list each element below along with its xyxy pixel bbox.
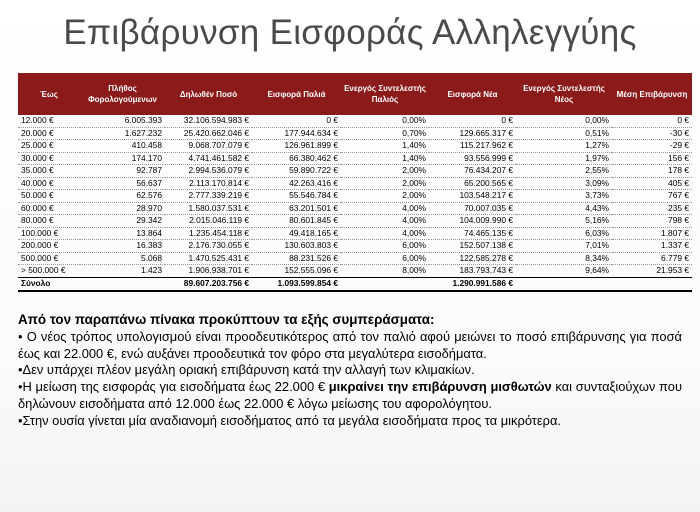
cell-old-effective-rate: 2,00% — [341, 165, 429, 178]
cell-declared-amount: 2.113.170.814 € — [165, 177, 252, 190]
cell-average-burden: 798 € — [612, 215, 692, 228]
cell-average-burden: 767 € — [612, 190, 692, 203]
contribution-table — [18, 73, 692, 292]
cell-old-effective-rate: 4,00% — [341, 215, 429, 228]
cell-new-effective-rate: 7,01% — [516, 240, 612, 253]
cell-declared-amount: 1.235.454.118 € — [165, 227, 252, 240]
cell-taxpayers: 1.423 — [80, 265, 165, 278]
total-cell-new-contribution: 1.290.991.586 € — [429, 277, 516, 291]
cell-new-contribution: 129.665.317 € — [429, 127, 516, 140]
cell-declared-amount: 2.015.046.119 € — [165, 215, 252, 228]
table-total-row — [18, 277, 692, 291]
cell-declared-amount: 4.741.461.582 € — [165, 152, 252, 165]
table-row — [18, 152, 692, 165]
cell-up-to: 25.000 € — [18, 140, 80, 153]
header-old-contribution: Εισφορά Παλιά — [252, 73, 341, 115]
table-row — [18, 165, 692, 178]
table-body — [18, 115, 692, 291]
cell-new-contribution: 76.434.207 € — [429, 165, 516, 178]
cell-up-to: > 500.000 € — [18, 265, 80, 278]
cell-old-effective-rate: 6,00% — [341, 240, 429, 253]
cell-old-effective-rate: 2,00% — [341, 190, 429, 203]
cell-taxpayers: 1.627.232 — [80, 127, 165, 140]
cell-new-effective-rate: 1,27% — [516, 140, 612, 153]
cell-old-contribution: 126.961.899 € — [252, 140, 341, 153]
cell-declared-amount: 1.470.525.431 € — [165, 252, 252, 265]
cell-old-effective-rate: 1,40% — [341, 140, 429, 153]
cell-new-effective-rate: 5,16% — [516, 215, 612, 228]
slide-title: Επιβάρυνση Εισφοράς Αλληλεγγύης — [63, 13, 637, 52]
cell-taxpayers: 410.458 — [80, 140, 165, 153]
table-row — [18, 140, 692, 153]
total-cell-up-to: Σύνολο — [18, 277, 80, 291]
table-row — [18, 177, 692, 190]
cell-old-effective-rate: 0,70% — [341, 127, 429, 140]
cell-taxpayers: 29.342 — [80, 215, 165, 228]
conclusion-point-1: • Ο νέος τρόπος υπολογισμού είναι προοδευτικότερος από τον παλιό αφού μειώνει το ποσό επιβάρυνσης για ποσά έως και 22.000 €, ενώ αυξάνει προοδευτικά τον φόρο στα μεγαλύτερα εισοδήματα. — [18, 328, 682, 361]
cell-taxpayers: 174.170 — [80, 152, 165, 165]
cell-average-burden: 235 € — [612, 202, 692, 215]
cell-new-effective-rate: 6,03% — [516, 227, 612, 240]
cell-old-contribution: 42.263.416 € — [252, 177, 341, 190]
cell-new-effective-rate: 0,00% — [516, 115, 612, 127]
cell-taxpayers: 92.787 — [80, 165, 165, 178]
header-declared-amount: Δηλωθέν Ποσό — [165, 73, 252, 115]
cell-up-to: 40.000 € — [18, 177, 80, 190]
cell-new-effective-rate: 8,34% — [516, 252, 612, 265]
cell-taxpayers: 16.383 — [80, 240, 165, 253]
cell-new-effective-rate: 4,43% — [516, 202, 612, 215]
cell-declared-amount: 1.906.938.701 € — [165, 265, 252, 278]
header-taxpayers: Πλήθος Φορολογούμενων — [80, 73, 165, 115]
conclusions-section — [18, 312, 682, 430]
cell-taxpayers: 62.576 — [80, 190, 165, 203]
cell-new-contribution: 183.793.743 € — [429, 265, 516, 278]
cell-average-burden: 178 € — [612, 165, 692, 178]
table-row — [18, 127, 692, 140]
conclusion-point-3-end: και συνταξιούχων που δηλώνουν εισοδήματα από 12.000 έως 22.000 € λόγω μείωσης του αφορολόγητου. — [18, 379, 682, 411]
cell-old-effective-rate: 4,00% — [341, 227, 429, 240]
total-cell-old-contribution: 1.093.599.854 € — [252, 277, 341, 291]
header-up-to: Έως — [18, 73, 80, 115]
total-cell-declared-amount: 89.607.203.756 € — [165, 277, 252, 291]
cell-new-contribution: 0 € — [429, 115, 516, 127]
total-cell-average-burden — [612, 277, 692, 291]
cell-new-contribution: 122.585.278 € — [429, 252, 516, 265]
cell-average-burden: -29 € — [612, 140, 692, 153]
cell-old-contribution: 63.201.501 € — [252, 202, 341, 215]
cell-up-to: 500.000 € — [18, 252, 80, 265]
cell-new-contribution: 93.556.999 € — [429, 152, 516, 165]
cell-new-contribution: 115.217.962 € — [429, 140, 516, 153]
cell-new-effective-rate: 3,09% — [516, 177, 612, 190]
cell-old-contribution: 55.546.784 € — [252, 190, 341, 203]
cell-old-effective-rate: 6,00% — [341, 252, 429, 265]
cell-new-contribution: 70.007.035 € — [429, 202, 516, 215]
cell-declared-amount: 2.176.730.055 € — [165, 240, 252, 253]
cell-average-burden: -30 € — [612, 127, 692, 140]
cell-old-effective-rate: 4,00% — [341, 202, 429, 215]
cell-old-contribution: 0 € — [252, 115, 341, 127]
conclusion-point-4: •Στην ουσία γίνεται μία αναδιανομή εισοδήματος από τα μεγάλα εισοδήματα προς τα μικρότερα. — [18, 412, 562, 428]
cell-new-effective-rate: 0,51% — [516, 127, 612, 140]
conclusion-point-3 — [18, 379, 682, 413]
table-row — [18, 190, 692, 203]
cell-up-to: 60.000 € — [18, 202, 80, 215]
cell-up-to: 35.000 € — [18, 165, 80, 178]
cell-old-contribution: 130.603.803 € — [252, 240, 341, 253]
conclusion-point-2: •Δεν υπάρχει πλέον μεγάλη οριακή επιβάρυνση κατά την αλλαγή των κλιμακίων. — [18, 362, 475, 378]
cell-old-contribution: 152.555.096 € — [252, 265, 341, 278]
total-cell-new-effective-rate — [516, 277, 612, 291]
cell-up-to: 20.000 € — [18, 127, 80, 140]
cell-old-effective-rate: 2,00% — [341, 177, 429, 190]
cell-up-to: 200.000 € — [18, 240, 80, 253]
cell-average-burden: 0 € — [612, 115, 692, 127]
cell-average-burden: 405 € — [612, 177, 692, 190]
cell-old-contribution: 59.890.722 € — [252, 165, 341, 178]
cell-up-to: 80.000 € — [18, 215, 80, 228]
cell-new-contribution: 104.009.990 € — [429, 215, 516, 228]
cell-declared-amount: 2.994.536.079 € — [165, 165, 252, 178]
cell-old-contribution: 88.231.526 € — [252, 252, 341, 265]
cell-old-contribution: 66.380.462 € — [252, 152, 341, 165]
cell-average-burden: 1.337 € — [612, 240, 692, 253]
table-row — [18, 252, 692, 265]
cell-average-burden: 156 € — [612, 152, 692, 165]
cell-old-contribution: 49.418.165 € — [252, 227, 341, 240]
cell-declared-amount: 1.580.037.531 € — [165, 202, 252, 215]
cell-old-contribution: 80.601.845 € — [252, 215, 341, 228]
cell-average-burden: 6.779 € — [612, 252, 692, 265]
cell-new-effective-rate: 1,97% — [516, 152, 612, 165]
header-old-effective-rate: Ενεργός Συντελεστής Παλιός — [341, 73, 429, 115]
total-cell-taxpayers — [80, 277, 165, 291]
cell-declared-amount: 32.106.594.983 € — [165, 115, 252, 127]
header-new-effective-rate: Ενεργός Συντελεστής Νέος — [516, 73, 612, 115]
cell-declared-amount: 25.420.662.046 € — [165, 127, 252, 140]
cell-taxpayers: 13.864 — [80, 227, 165, 240]
conclusion-point-3-start: •Η μείωση της εισφοράς για εισοδήματα έως 22.000 € — [18, 379, 329, 395]
header-average-burden: Μέση Επιβάρυνση — [612, 73, 692, 115]
cell-new-effective-rate: 3,73% — [516, 190, 612, 203]
table-header-row — [18, 73, 692, 115]
cell-old-effective-rate: 0,00% — [341, 115, 429, 127]
cell-new-contribution: 152.507.138 € — [429, 240, 516, 253]
table-row — [18, 115, 692, 127]
cell-up-to: 100.000 € — [18, 227, 80, 240]
cell-taxpayers: 28.970 — [80, 202, 165, 215]
header-new-contribution: Εισφορά Νέα — [429, 73, 516, 115]
table-row — [18, 265, 692, 278]
cell-new-effective-rate: 9,64% — [516, 265, 612, 278]
cell-taxpayers: 6.005.393 — [80, 115, 165, 127]
cell-average-burden: 1.807 € — [612, 227, 692, 240]
cell-new-contribution: 103.548.217 € — [429, 190, 516, 203]
table-row — [18, 215, 692, 228]
contribution-table-container — [18, 73, 692, 292]
conclusions-heading: Από τον παραπάνω πίνακα προκύπτουν τα εξής συμπεράσματα: — [18, 312, 435, 327]
cell-declared-amount: 2.777.339.219 € — [165, 190, 252, 203]
cell-old-effective-rate: 1,40% — [341, 152, 429, 165]
cell-average-burden: 21.953 € — [612, 265, 692, 278]
table-row — [18, 202, 692, 215]
total-cell-old-effective-rate — [341, 277, 429, 291]
cell-new-contribution: 65.200.565 € — [429, 177, 516, 190]
cell-old-effective-rate: 8,00% — [341, 265, 429, 278]
cell-old-contribution: 177.944.634 € — [252, 127, 341, 140]
cell-new-contribution: 74.465.135 € — [429, 227, 516, 240]
cell-taxpayers: 56.637 — [80, 177, 165, 190]
table-row — [18, 240, 692, 253]
cell-up-to: 50.000 € — [18, 190, 80, 203]
cell-up-to: 30.000 € — [18, 152, 80, 165]
cell-declared-amount: 9.068.707.079 € — [165, 140, 252, 153]
cell-taxpayers: 5.068 — [80, 252, 165, 265]
table-row — [18, 227, 692, 240]
cell-new-effective-rate: 2,55% — [516, 165, 612, 178]
conclusion-point-3-emphasis: μικραίνει την επιβάρυνση μισθωτών — [328, 379, 552, 395]
cell-up-to: 12.000 € — [18, 115, 80, 127]
